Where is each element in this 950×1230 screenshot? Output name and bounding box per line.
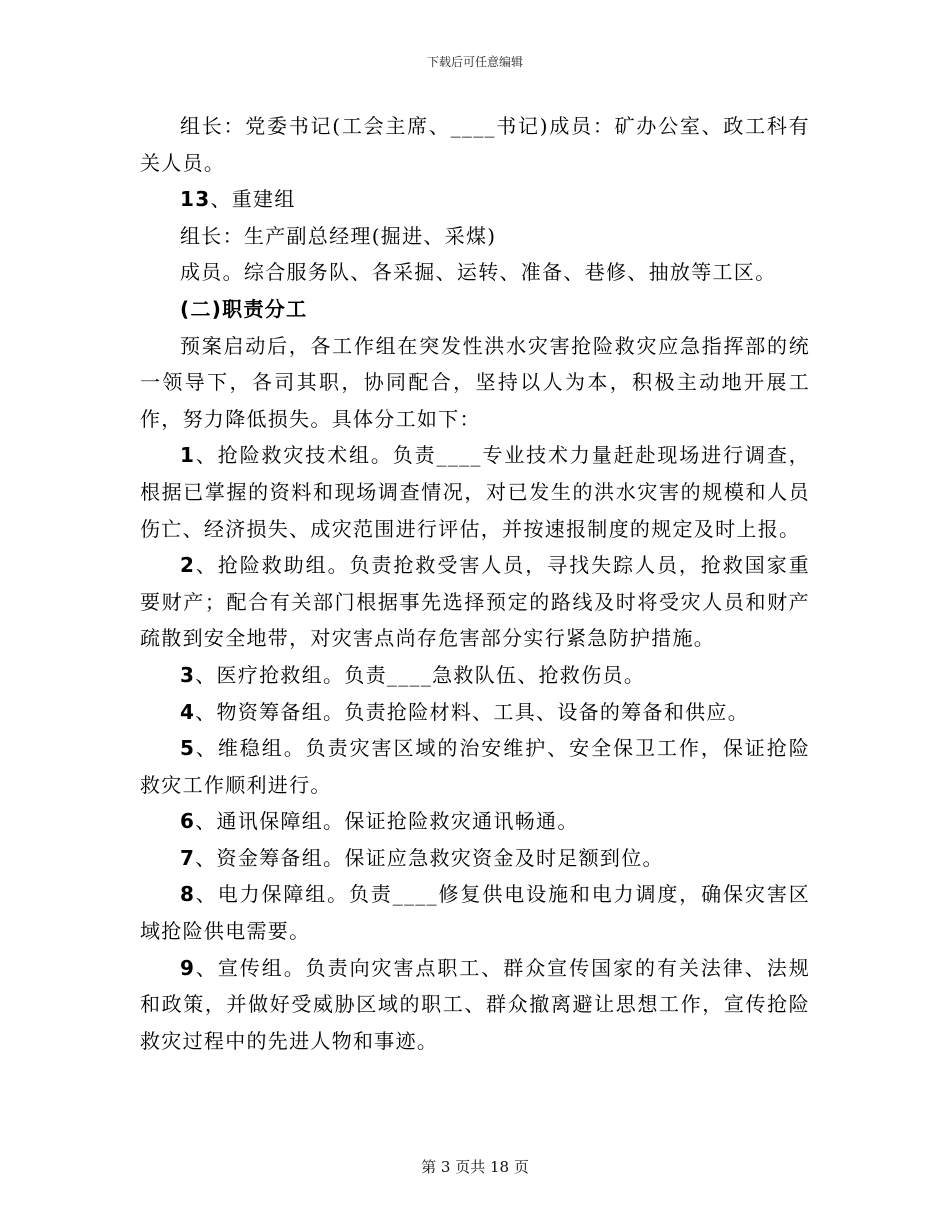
item-number: 2 bbox=[180, 553, 196, 578]
paragraph-text: 预案启动后，各工作组在突发性洪水灾害抢险救灾应急指挥部的统一领导下，各司其职，协同配合，坚持以人为本，积极主动地开展工作，努力降低损失。具体分工如下： bbox=[140, 333, 810, 431]
paragraph-item-3 bbox=[140, 657, 810, 694]
paragraph-item-5 bbox=[140, 730, 810, 803]
item-number: 6 bbox=[180, 809, 196, 834]
paragraph-item-2 bbox=[140, 547, 810, 657]
paragraph-item-7 bbox=[140, 840, 810, 877]
paragraph-text: 、通讯保障组。保证抢险救灾通讯畅通。 bbox=[195, 809, 579, 834]
paragraph-text: 成员。综合服务队、各采掘、运转、准备、巷修、抽放等工区。 bbox=[180, 260, 777, 285]
paragraph-item-8 bbox=[140, 876, 810, 949]
document-body bbox=[140, 108, 810, 1059]
item-number: 1 bbox=[180, 443, 196, 468]
paragraph-text: 、重建组 bbox=[210, 187, 296, 212]
paragraph-text: 、宣传组。负责向灾害点职工、群众宣传国家的有关法律、法规和政策，并做好受威胁区域的职工、群众撤离避让思想工作，宣传抢险救灾过程中的先进人物和事迹。 bbox=[140, 955, 810, 1053]
paragraph-text: 、抢险救助组。负责抢救受害人员，寻找失踪人员，抢救国家重要财产；配合有关部门根据事先选择预定的路线及时将受灾人员和财产疏散到安全地带，对灾害点尚存危害部分实行紧急防护措施。 bbox=[140, 553, 810, 651]
page-header: 下载后可任意编辑 bbox=[426, 55, 523, 69]
paragraph-duties-intro bbox=[140, 328, 810, 438]
paragraph-text: 组长：生产副总经理(掘进、采煤) bbox=[180, 223, 497, 248]
page-footer: 第 3 页共 18 页 bbox=[421, 1158, 529, 1176]
paragraph-text: 、维稳组。负责灾害区域的治安维护、安全保卫工作，保证抢险救灾工作顺利进行。 bbox=[140, 736, 810, 797]
paragraph-rebuild-group bbox=[140, 181, 810, 218]
paragraph-text: 组长：党委书记(工会主席、____书记)成员：矿办公室、政工科有关人员。 bbox=[140, 114, 810, 175]
item-number: 3 bbox=[180, 662, 196, 687]
paragraph-leader-party bbox=[140, 108, 810, 181]
paragraph-item-6 bbox=[140, 803, 810, 840]
item-number: 8 bbox=[180, 882, 196, 907]
item-number: 4 bbox=[180, 699, 196, 724]
paragraph-text: 、资金筹备组。保证应急救灾资金及时足额到位。 bbox=[195, 845, 664, 870]
paragraph-text: 、电力保障组。负责____修复供电设施和电力调度，确保灾害区域抢险供电需要。 bbox=[140, 882, 810, 944]
paragraph-item-9 bbox=[140, 950, 810, 1060]
paragraph-text: 、医疗抢救组。负责____急救队伍、抢救伤员。 bbox=[195, 662, 646, 687]
paragraph-rebuild-leader bbox=[140, 218, 810, 255]
heading-text: (二)职责分工 bbox=[180, 296, 308, 321]
paragraph-text: 、抢险救灾技术组。负责____专业技术力量赶赴现场进行调查，根据已掌握的资料和现场调查情况，对已发生的洪水灾害的规模和人员伤亡、经济损失、成灾范围进行评估，并按速报制度的规定及时上报。 bbox=[140, 443, 810, 541]
paragraph-item-1 bbox=[140, 437, 810, 547]
item-number: 5 bbox=[180, 736, 196, 761]
item-number: 7 bbox=[180, 845, 196, 870]
section-heading-duties bbox=[140, 291, 810, 328]
paragraph-item-4 bbox=[140, 694, 810, 731]
item-number: 9 bbox=[180, 955, 196, 980]
paragraph-rebuild-members bbox=[140, 254, 810, 291]
paragraph-text: 、物资筹备组。负责抢险材料、工具、设备的筹备和供应。 bbox=[195, 699, 750, 724]
item-number: 13 bbox=[180, 187, 211, 212]
